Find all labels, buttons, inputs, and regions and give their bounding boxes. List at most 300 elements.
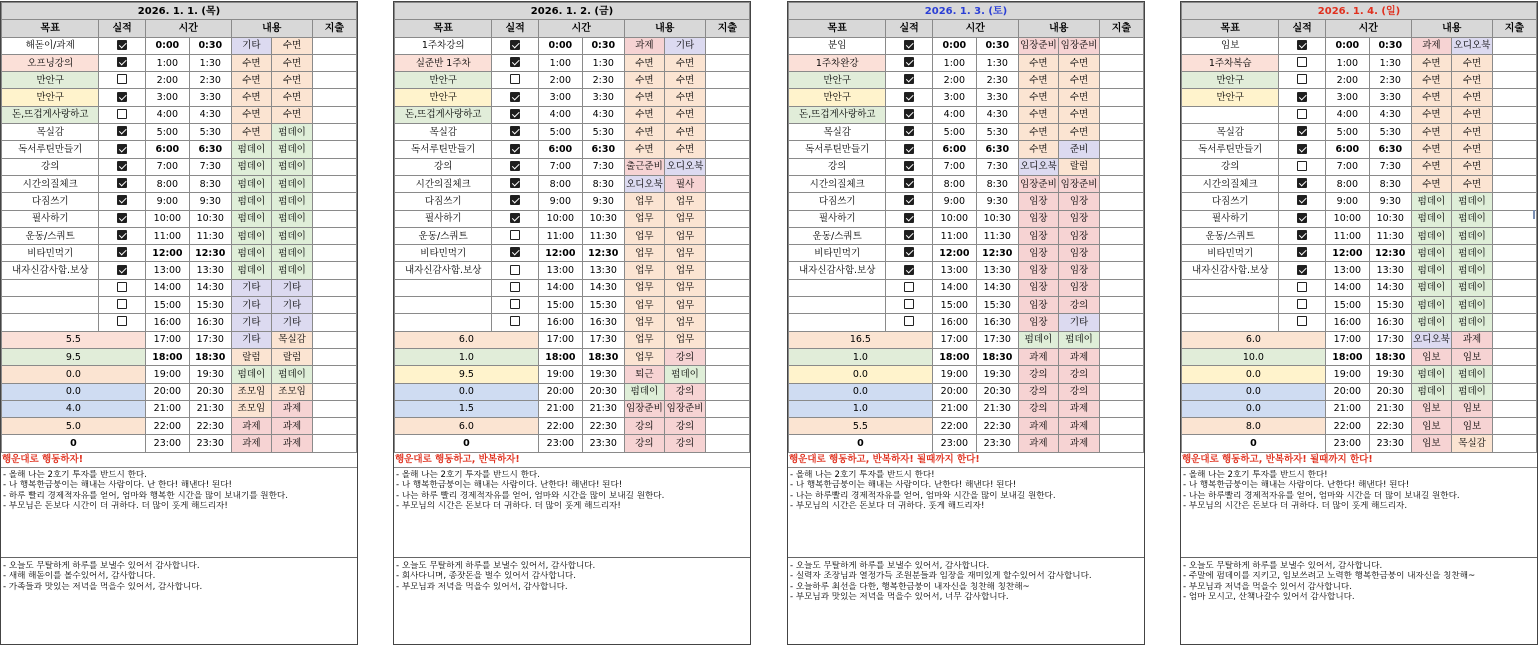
spend-cell[interactable]	[705, 54, 749, 71]
activity-cell[interactable]: 수면	[272, 72, 313, 89]
done-cell[interactable]	[886, 89, 932, 106]
checkbox[interactable]	[510, 195, 520, 205]
done-cell[interactable]	[886, 54, 932, 71]
activity-cell[interactable]: 펌데이	[1411, 383, 1452, 400]
activity-cell[interactable]: 수면	[1452, 72, 1493, 89]
activity-cell[interactable]: 과제	[1059, 418, 1100, 435]
activity-cell[interactable]: 수면	[272, 37, 313, 54]
activity-cell[interactable]: 수면	[1411, 175, 1452, 192]
spend-cell[interactable]	[1492, 400, 1536, 417]
checkbox[interactable]	[117, 282, 127, 292]
activity-cell[interactable]: 기타	[272, 279, 313, 296]
goal-cell[interactable]: 시간의질체크	[1182, 175, 1279, 192]
activity-cell[interactable]: 강의	[665, 435, 706, 452]
goal-cell[interactable]: 목실감	[2, 124, 99, 141]
activity-cell[interactable]: 임장준비	[1018, 37, 1059, 54]
activity-cell[interactable]: 수면	[665, 72, 706, 89]
checkbox[interactable]	[117, 40, 127, 50]
done-cell[interactable]	[492, 314, 538, 331]
activity-cell[interactable]: 수면	[1452, 158, 1493, 175]
goal-cell[interactable]: 다짐쓰기	[1182, 193, 1279, 210]
activity-cell[interactable]: 수면	[1411, 158, 1452, 175]
activity-cell[interactable]: 과제	[272, 400, 313, 417]
spend-cell[interactable]	[1099, 141, 1143, 158]
checkbox[interactable]	[1297, 74, 1307, 84]
activity-cell[interactable]: 펌데이	[1452, 279, 1493, 296]
spend-cell[interactable]	[705, 435, 749, 452]
activity-cell[interactable]: 수면	[231, 54, 272, 71]
done-cell[interactable]	[1279, 106, 1325, 123]
done-cell[interactable]	[99, 193, 145, 210]
activity-cell[interactable]: 임장준비	[624, 400, 665, 417]
done-cell[interactable]	[99, 297, 145, 314]
goal-cell[interactable]: 만안구	[789, 89, 886, 106]
activity-cell[interactable]: 펌데이	[1411, 314, 1452, 331]
goal-cell[interactable]: 강의	[1182, 158, 1279, 175]
checkbox[interactable]	[904, 230, 914, 240]
activity-cell[interactable]: 펌데이	[1411, 245, 1452, 262]
checkbox[interactable]	[904, 299, 914, 309]
checkbox[interactable]	[904, 144, 914, 154]
activity-cell[interactable]: 업무	[624, 297, 665, 314]
activity-cell[interactable]: 기타	[231, 37, 272, 54]
activity-cell[interactable]: 수면	[1411, 54, 1452, 71]
activity-cell[interactable]: 랄럼	[272, 348, 313, 365]
done-cell[interactable]	[492, 37, 538, 54]
activity-cell[interactable]: 임장	[1059, 245, 1100, 262]
checkbox[interactable]	[1297, 57, 1307, 67]
checkbox[interactable]	[904, 74, 914, 84]
done-cell[interactable]	[99, 106, 145, 123]
done-cell[interactable]	[886, 210, 932, 227]
done-cell[interactable]	[886, 245, 932, 262]
goal-cell[interactable]: 운동/스쿼트	[395, 227, 492, 244]
activity-cell[interactable]: 펌데이	[1411, 193, 1452, 210]
checkbox[interactable]	[117, 109, 127, 119]
spend-cell[interactable]	[1492, 89, 1536, 106]
goal-cell[interactable]: 비타민먹기	[2, 245, 99, 262]
activity-cell[interactable]: 펌데이	[272, 141, 313, 158]
spend-cell[interactable]	[705, 279, 749, 296]
spend-cell[interactable]	[1492, 262, 1536, 279]
activity-cell[interactable]: 임장	[1018, 245, 1059, 262]
activity-cell[interactable]: 업무	[624, 210, 665, 227]
goal-cell[interactable]: 다짐쓰기	[2, 193, 99, 210]
done-cell[interactable]	[886, 124, 932, 141]
activity-cell[interactable]: 강의	[665, 418, 706, 435]
activity-cell[interactable]: 과제	[272, 435, 313, 452]
spend-cell[interactable]	[1492, 124, 1536, 141]
checkbox[interactable]	[1297, 178, 1307, 188]
spend-cell[interactable]	[705, 106, 749, 123]
activity-cell[interactable]: 펌데이	[272, 227, 313, 244]
spend-cell[interactable]	[1099, 106, 1143, 123]
activity-cell[interactable]: 펌데이	[272, 175, 313, 192]
spend-cell[interactable]	[312, 400, 356, 417]
activity-cell[interactable]: 수면	[1018, 54, 1059, 71]
checkbox[interactable]	[117, 126, 127, 136]
done-cell[interactable]	[99, 141, 145, 158]
activity-cell[interactable]: 펌데이	[231, 193, 272, 210]
done-cell[interactable]	[492, 227, 538, 244]
done-cell[interactable]	[886, 141, 932, 158]
activity-cell[interactable]: 수면	[231, 106, 272, 123]
done-cell[interactable]	[99, 72, 145, 89]
activity-cell[interactable]: 수면	[1411, 124, 1452, 141]
checkbox[interactable]	[117, 230, 127, 240]
activity-cell[interactable]: 임장	[1059, 262, 1100, 279]
activity-cell[interactable]: 수면	[1018, 141, 1059, 158]
done-cell[interactable]	[492, 54, 538, 71]
spend-cell[interactable]	[705, 245, 749, 262]
goal-cell[interactable]: 강의	[395, 158, 492, 175]
checkbox[interactable]	[1297, 92, 1307, 102]
done-cell[interactable]	[1279, 141, 1325, 158]
spend-cell[interactable]	[312, 210, 356, 227]
activity-cell[interactable]: 임장	[1018, 227, 1059, 244]
done-cell[interactable]	[1279, 72, 1325, 89]
activity-cell[interactable]: 임보	[1452, 418, 1493, 435]
activity-cell[interactable]: 임보	[1452, 348, 1493, 365]
activity-cell[interactable]: 출근준비	[624, 158, 665, 175]
spend-cell[interactable]	[1099, 435, 1143, 452]
activity-cell[interactable]: 펌데이	[1411, 262, 1452, 279]
checkbox[interactable]	[117, 195, 127, 205]
activity-cell[interactable]: 수면	[624, 141, 665, 158]
done-cell[interactable]	[492, 72, 538, 89]
activity-cell[interactable]: 과제	[1059, 348, 1100, 365]
goal-cell[interactable]: 독서루틴만들기	[1182, 141, 1279, 158]
checkbox[interactable]	[510, 265, 520, 275]
activity-cell[interactable]: 업무	[665, 210, 706, 227]
spend-cell[interactable]	[312, 435, 356, 452]
activity-cell[interactable]: 펌데이	[231, 245, 272, 262]
goal-cell[interactable]: 돈,뜨겁게사랑하고	[395, 106, 492, 123]
activity-cell[interactable]: 수면	[665, 124, 706, 141]
done-cell[interactable]	[492, 297, 538, 314]
goal-cell[interactable]	[2, 279, 99, 296]
checkbox[interactable]	[510, 230, 520, 240]
spend-cell[interactable]	[1492, 141, 1536, 158]
checkbox[interactable]	[510, 57, 520, 67]
spend-cell[interactable]	[1099, 210, 1143, 227]
activity-cell[interactable]: 기타	[272, 297, 313, 314]
activity-cell[interactable]: 수면	[624, 54, 665, 71]
activity-cell[interactable]: 수면	[665, 141, 706, 158]
goal-cell[interactable]: 1주차강의	[395, 37, 492, 54]
activity-cell[interactable]: 펌데이	[1018, 331, 1059, 348]
spend-cell[interactable]	[1099, 245, 1143, 262]
checkbox[interactable]	[117, 316, 127, 326]
checkbox[interactable]	[1297, 40, 1307, 50]
spend-cell[interactable]	[1099, 175, 1143, 192]
goal-cell[interactable]	[1182, 314, 1279, 331]
goal-cell[interactable]: 운동/스쿼트	[1182, 227, 1279, 244]
done-cell[interactable]	[1279, 193, 1325, 210]
spend-cell[interactable]	[1099, 314, 1143, 331]
goal-cell[interactable]: 목실감	[395, 124, 492, 141]
activity-cell[interactable]: 수면	[1452, 106, 1493, 123]
spend-cell[interactable]	[312, 245, 356, 262]
activity-cell[interactable]: 업무	[624, 279, 665, 296]
activity-cell[interactable]: 수면	[624, 89, 665, 106]
goal-cell[interactable]: 독서루틴만들기	[2, 141, 99, 158]
checkbox[interactable]	[117, 299, 127, 309]
spend-cell[interactable]	[1492, 297, 1536, 314]
goal-cell[interactable]: 내자신감사함.보상	[1182, 262, 1279, 279]
activity-cell[interactable]: 퇴근	[624, 366, 665, 383]
activity-cell[interactable]: 오디오북	[1452, 37, 1493, 54]
activity-cell[interactable]: 임장준비	[665, 400, 706, 417]
spend-cell[interactable]	[312, 54, 356, 71]
activity-cell[interactable]: 강의	[1059, 366, 1100, 383]
activity-cell[interactable]: 과제	[1018, 418, 1059, 435]
done-cell[interactable]	[886, 193, 932, 210]
activity-cell[interactable]: 임장	[1018, 193, 1059, 210]
activity-cell[interactable]: 임보	[1411, 418, 1452, 435]
spend-cell[interactable]	[312, 124, 356, 141]
spend-cell[interactable]	[312, 72, 356, 89]
activity-cell[interactable]: 수면	[231, 124, 272, 141]
spend-cell[interactable]	[312, 193, 356, 210]
spend-cell[interactable]	[312, 279, 356, 296]
done-cell[interactable]	[1279, 279, 1325, 296]
checkbox[interactable]	[1297, 316, 1307, 326]
checkbox[interactable]	[510, 282, 520, 292]
activity-cell[interactable]: 강의	[1018, 400, 1059, 417]
spend-cell[interactable]	[312, 37, 356, 54]
spend-cell[interactable]	[1099, 366, 1143, 383]
done-cell[interactable]	[1279, 210, 1325, 227]
activity-cell[interactable]: 수면	[1059, 89, 1100, 106]
activity-cell[interactable]: 수면	[1452, 175, 1493, 192]
spend-cell[interactable]	[312, 383, 356, 400]
checkbox[interactable]	[117, 92, 127, 102]
checkbox[interactable]	[904, 178, 914, 188]
goal-cell[interactable]: 오프닝강의	[2, 54, 99, 71]
activity-cell[interactable]: 수면	[665, 54, 706, 71]
spend-cell[interactable]	[705, 262, 749, 279]
goal-cell[interactable]	[395, 314, 492, 331]
done-cell[interactable]	[99, 262, 145, 279]
activity-cell[interactable]: 목실감	[272, 331, 313, 348]
activity-cell[interactable]: 수면	[1452, 54, 1493, 71]
checkbox[interactable]	[510, 126, 520, 136]
spend-cell[interactable]	[312, 348, 356, 365]
activity-cell[interactable]: 펌데이	[1411, 366, 1452, 383]
activity-cell[interactable]: 펌데이	[272, 262, 313, 279]
activity-cell[interactable]: 업무	[665, 227, 706, 244]
spend-cell[interactable]	[312, 158, 356, 175]
spend-cell[interactable]	[1492, 331, 1536, 348]
checkbox[interactable]	[904, 195, 914, 205]
goal-cell[interactable]	[1182, 279, 1279, 296]
done-cell[interactable]	[492, 279, 538, 296]
activity-cell[interactable]: 랄럼	[1059, 158, 1100, 175]
done-cell[interactable]	[99, 54, 145, 71]
goal-cell[interactable]: 시간의질체크	[395, 175, 492, 192]
spend-cell[interactable]	[1492, 227, 1536, 244]
activity-cell[interactable]: 수면	[1411, 89, 1452, 106]
activity-cell[interactable]: 준비	[1059, 141, 1100, 158]
goal-cell[interactable]	[2, 297, 99, 314]
activity-cell[interactable]: 업무	[624, 245, 665, 262]
done-cell[interactable]	[1279, 37, 1325, 54]
activity-cell[interactable]: 수면	[272, 106, 313, 123]
checkbox[interactable]	[510, 40, 520, 50]
spend-cell[interactable]	[1492, 366, 1536, 383]
checkbox[interactable]	[904, 161, 914, 171]
done-cell[interactable]	[1279, 175, 1325, 192]
activity-cell[interactable]: 수면	[1411, 72, 1452, 89]
activity-cell[interactable]: 펌데이	[1452, 383, 1493, 400]
activity-cell[interactable]: 기타	[665, 37, 706, 54]
done-cell[interactable]	[886, 175, 932, 192]
done-cell[interactable]	[886, 72, 932, 89]
spend-cell[interactable]	[312, 297, 356, 314]
activity-cell[interactable]: 펌데이	[1452, 297, 1493, 314]
activity-cell[interactable]: 임장	[1059, 279, 1100, 296]
checkbox[interactable]	[904, 57, 914, 67]
goal-cell[interactable]: 운동/스쿼트	[2, 227, 99, 244]
done-cell[interactable]	[886, 314, 932, 331]
activity-cell[interactable]: 업무	[665, 193, 706, 210]
activity-cell[interactable]: 펌데이	[1452, 262, 1493, 279]
activity-cell[interactable]: 수면	[231, 72, 272, 89]
done-cell[interactable]	[492, 210, 538, 227]
activity-cell[interactable]: 펌데이	[272, 366, 313, 383]
activity-cell[interactable]: 펌데이	[272, 210, 313, 227]
goal-cell[interactable]: 실준반 1주차	[395, 54, 492, 71]
done-cell[interactable]	[492, 141, 538, 158]
checkbox[interactable]	[117, 265, 127, 275]
activity-cell[interactable]: 펌데이	[231, 227, 272, 244]
spend-cell[interactable]	[312, 262, 356, 279]
spend-cell[interactable]	[1099, 383, 1143, 400]
goal-cell[interactable]: 다짐쓰기	[789, 193, 886, 210]
goal-cell[interactable]	[395, 297, 492, 314]
activity-cell[interactable]: 기타	[231, 314, 272, 331]
goal-cell[interactable]: 임보	[1182, 37, 1279, 54]
spend-cell[interactable]	[705, 193, 749, 210]
goal-cell[interactable]: 만안구	[395, 72, 492, 89]
activity-cell[interactable]: 펌데이	[1411, 227, 1452, 244]
activity-cell[interactable]: 오디오북	[1018, 158, 1059, 175]
spend-cell[interactable]	[312, 314, 356, 331]
checkbox[interactable]	[1297, 230, 1307, 240]
spend-cell[interactable]	[312, 366, 356, 383]
goal-cell[interactable]: 목실감	[789, 124, 886, 141]
goal-cell[interactable]: 시간의질체크	[789, 175, 886, 192]
done-cell[interactable]	[492, 193, 538, 210]
activity-cell[interactable]: 펌데이	[231, 366, 272, 383]
activity-cell[interactable]: 펌데이	[272, 158, 313, 175]
checkbox[interactable]	[117, 144, 127, 154]
done-cell[interactable]	[99, 124, 145, 141]
done-cell[interactable]	[1279, 124, 1325, 141]
spend-cell[interactable]	[1099, 72, 1143, 89]
done-cell[interactable]	[99, 227, 145, 244]
checkbox[interactable]	[1297, 247, 1307, 257]
activity-cell[interactable]: 임장	[1059, 227, 1100, 244]
activity-cell[interactable]: 펌데이	[1452, 245, 1493, 262]
checkbox[interactable]	[1297, 126, 1307, 136]
activity-cell[interactable]: 오디오북	[1411, 331, 1452, 348]
activity-cell[interactable]: 업무	[665, 314, 706, 331]
done-cell[interactable]	[1279, 297, 1325, 314]
activity-cell[interactable]: 펌데이	[231, 158, 272, 175]
activity-cell[interactable]: 업무	[665, 262, 706, 279]
checkbox[interactable]	[117, 161, 127, 171]
goal-cell[interactable]: 독서루틴만들기	[395, 141, 492, 158]
spend-cell[interactable]	[705, 418, 749, 435]
activity-cell[interactable]: 임장준비	[1018, 175, 1059, 192]
activity-cell[interactable]: 과제	[1059, 400, 1100, 417]
activity-cell[interactable]: 펌데이	[1411, 210, 1452, 227]
activity-cell[interactable]: 임장준비	[1059, 175, 1100, 192]
checkbox[interactable]	[510, 299, 520, 309]
activity-cell[interactable]: 펌데이	[231, 141, 272, 158]
activity-cell[interactable]: 과제	[1059, 435, 1100, 452]
activity-cell[interactable]: 수면	[1411, 141, 1452, 158]
spend-cell[interactable]	[705, 37, 749, 54]
done-cell[interactable]	[1279, 245, 1325, 262]
done-cell[interactable]	[99, 314, 145, 331]
goal-cell[interactable]: 다짐쓰기	[395, 193, 492, 210]
activity-cell[interactable]: 강의	[624, 435, 665, 452]
spend-cell[interactable]	[705, 331, 749, 348]
checkbox[interactable]	[904, 40, 914, 50]
spend-cell[interactable]	[312, 141, 356, 158]
goal-cell[interactable]: 비타민먹기	[789, 245, 886, 262]
spend-cell[interactable]	[1492, 37, 1536, 54]
activity-cell[interactable]: 임보	[1411, 348, 1452, 365]
activity-cell[interactable]: 수면	[1452, 89, 1493, 106]
spend-cell[interactable]	[1492, 348, 1536, 365]
checkbox[interactable]	[1297, 144, 1307, 154]
spend-cell[interactable]	[1492, 435, 1536, 452]
activity-cell[interactable]: 펌데이	[1452, 227, 1493, 244]
activity-cell[interactable]: 업무	[624, 331, 665, 348]
done-cell[interactable]	[99, 158, 145, 175]
done-cell[interactable]	[886, 297, 932, 314]
activity-cell[interactable]: 업무	[665, 245, 706, 262]
spend-cell[interactable]	[1492, 158, 1536, 175]
spend-cell[interactable]	[1492, 193, 1536, 210]
goal-cell[interactable]: 돈,뜨겁게사랑하고	[789, 106, 886, 123]
activity-cell[interactable]: 조모임	[272, 383, 313, 400]
spend-cell[interactable]	[705, 72, 749, 89]
activity-cell[interactable]: 펌데이	[272, 193, 313, 210]
checkbox[interactable]	[904, 126, 914, 136]
goal-cell[interactable]: 비타민먹기	[1182, 245, 1279, 262]
checkbox[interactable]	[904, 265, 914, 275]
goal-cell[interactable]: 필사하기	[2, 210, 99, 227]
spend-cell[interactable]	[312, 227, 356, 244]
checkbox[interactable]	[904, 213, 914, 223]
activity-cell[interactable]: 수면	[665, 106, 706, 123]
spend-cell[interactable]	[705, 158, 749, 175]
activity-cell[interactable]: 업무	[624, 262, 665, 279]
goal-cell[interactable]: 만안구	[2, 72, 99, 89]
activity-cell[interactable]: 펌데이	[665, 366, 706, 383]
activity-cell[interactable]: 업무	[665, 331, 706, 348]
spend-cell[interactable]	[312, 106, 356, 123]
goal-cell[interactable]: 필사하기	[789, 210, 886, 227]
spend-cell[interactable]	[1492, 383, 1536, 400]
activity-cell[interactable]: 임장	[1018, 210, 1059, 227]
spend-cell[interactable]	[705, 89, 749, 106]
